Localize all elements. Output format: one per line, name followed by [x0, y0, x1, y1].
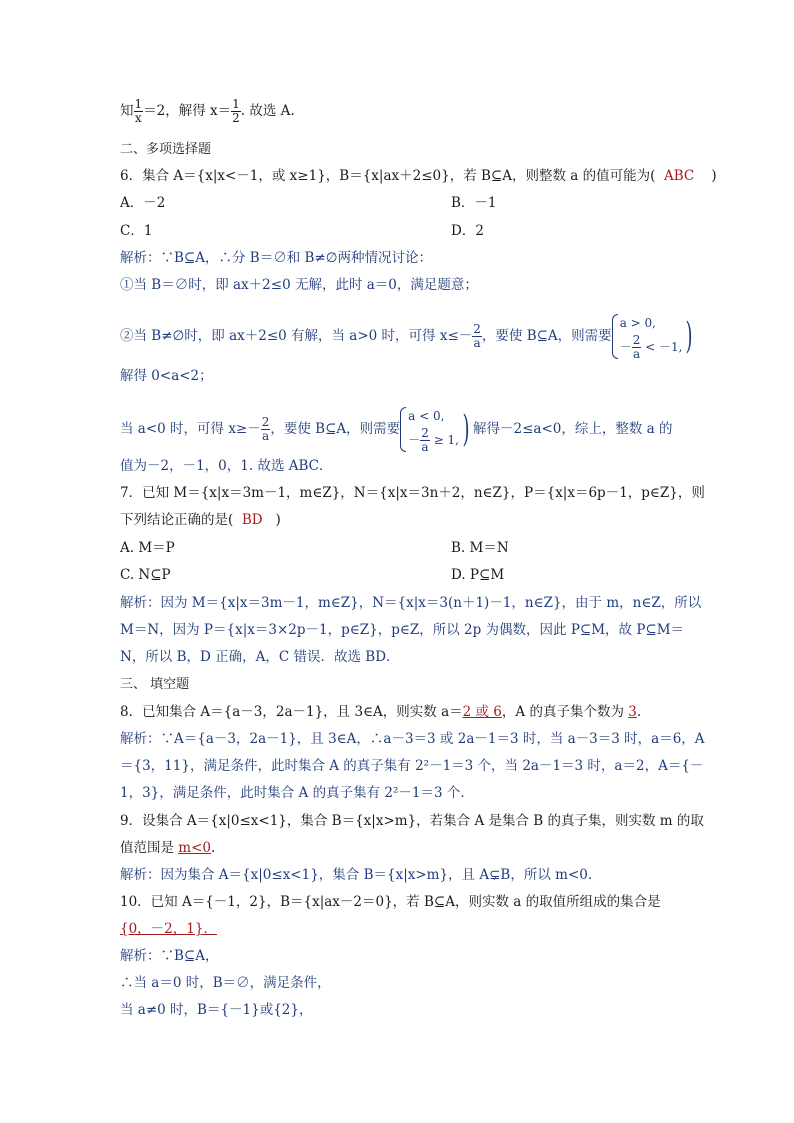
answer-text: ABC	[663, 168, 695, 184]
fraction: $\frac{2}{a}$	[261, 415, 270, 443]
solution-10-line-3: 当 a≠0 时，B＝{－1}或{2}，	[120, 1002, 313, 1018]
option-a: A. M＝P	[120, 540, 175, 556]
right-paren: )	[685, 315, 694, 357]
answer-text: {0，－2，1}．	[120, 921, 217, 937]
question-7-line-1: 7．已知 M＝{x|x＝3m－1，m∈Z}，N＝{x|x＝3n＋2，n∈Z}，P＝{x|x＝6p－1，p∈Z}，则	[120, 485, 705, 501]
solution-6-line-6: 值为－2，－1，0，1. 故选 ABC．	[120, 458, 333, 474]
solution-8-line-1: 解析：∵A＝{a－3，2a－1}，且 3∈A，∴a－3＝3 或 2a－1＝3 时，当 a－3＝3 时，a＝6，A	[120, 731, 705, 747]
inequality-system: a > 0, － $\frac{2}{a}$ < －1,	[612, 312, 683, 361]
question-10-line-1: 10．已知 A＝{－1，2}，B＝{x|ax－2＝0}，若 B⊆A，则实数 a 的取值所组成的集合是	[120, 894, 661, 910]
inequality-system: a < 0, － $\frac{2}{a}$ ≥ 1,	[400, 405, 459, 454]
solution-8-line-3: 1，3}，满足条件，此时集合 A 的真子集有 2²－1＝3 个．	[120, 785, 474, 801]
option-d: D．2	[451, 223, 484, 239]
option-a: A．－2	[120, 195, 166, 211]
fraction: $\frac{1}{2}$	[232, 97, 240, 125]
answer-text: 3	[628, 704, 637, 720]
solution-7-line-3: N，所以 B，D 正确，A，C 错误．故选 BD．	[120, 649, 400, 665]
question-7-line-2: 下列结论正确的是( BD )	[120, 512, 281, 528]
answer-text: 2 或 6	[462, 704, 502, 720]
question-10-line-2	[120, 919, 217, 939]
option-b: B．－1	[451, 195, 497, 211]
option-c: C. N⊆P	[120, 567, 171, 583]
section-heading-fill-blank: 三、 填空题	[120, 677, 190, 692]
solution-7-line-2: M＝N，因为 P＝{x|x＝3×2p－1，p∈Z}，p∈Z，所以 2p 为偶数，因此 P⊆M，故 P⊆M＝	[120, 622, 685, 638]
solution-10-line-1: 解析：∵B⊆A，	[120, 948, 219, 964]
question-9-line-2: 值范围是 m<0.	[120, 840, 216, 856]
fraction: $\frac{1}{x}$	[134, 97, 143, 125]
right-paren: )	[462, 408, 470, 450]
fraction: $\frac{2}{a}$	[473, 322, 481, 350]
solution-10-line-2: ∴当 a＝0 时，B＝∅，满足条件，	[120, 975, 331, 991]
option-c: C．1	[120, 223, 153, 239]
section-heading-multi-choice: 二、多项选择题	[120, 142, 212, 157]
option-b: B. M＝N	[451, 540, 509, 556]
solution-6-line-4: 解得 0<a<2；	[120, 368, 213, 384]
solution-7-line-1: 解析：因为 M＝{x|x＝3m－1，m∈Z}，N＝{x|x＝3(n＋1)－1，n∈Z}，由于 m，n∈Z，所以	[120, 595, 702, 611]
solution-tail-line: 知 $\frac{1}{x}$ ＝2，解得 x＝ $\frac{1}{2}$ . 故选 A.	[120, 97, 295, 125]
solution-6-line-3: ②当 B≠∅时，即 ax＋2≤0 有解，当 a>0 时，可得 x≤－ $\frac{2}{a}$ ，要使 B⊆A，则需要 a > 0, － $\frac{2}{a}$ < －1, )	[120, 312, 697, 361]
solution-6-line-5: 当 a<0 时，可得 x≥－ $\frac{2}{a}$ ，要使 B⊆A，则需要 a < 0, － $\frac{2}{a}$ ≥ 1, ) 解得－2≤a<0，综上，整数 a 的	[120, 405, 673, 454]
question-8: 8．已知集合 A＝{a－3，2a－1}，且 3∈A，则实数 a＝2 或 6，A 的真子集个数为 3.	[120, 704, 642, 720]
solution-6-line-1: 解析：∵B⊆A，∴分 B＝∅和 B≠∅两种情况讨论：	[120, 250, 432, 266]
solution-9-line-1: 解析：因为集合 A＝{x|0≤x<1}，集合 B＝{x|x>m}，且 A⊊B，所以 m<0.	[120, 867, 593, 883]
question-9-line-1: 9．设集合 A＝{x|0≤x<1}，集合 B＝{x|x>m}，若集合 A 是集合 B 的真子集，则实数 m 的取	[120, 813, 704, 829]
answer-text: BD	[241, 512, 263, 528]
solution-8-line-2: ＝{3，11}，满足条件，此时集合 A 的真子集有 2²－1＝3 个，当 2a－1＝3 时，a＝2，A＝{－	[120, 758, 704, 774]
option-d: D. P⊆M	[451, 567, 505, 583]
question-6-stem: 6．集合 A＝{x|x<－1，或 x≥1}，B＝{x|ax＋2≤0}，若 B⊆A，则整数 a 的值可能为( ABC )	[120, 168, 717, 184]
solution-6-line-2: ①当 B＝∅时，即 ax＋2≤0 无解，此时 a＝0，满足题意；	[120, 277, 478, 293]
answer-text: m<0	[178, 840, 211, 856]
